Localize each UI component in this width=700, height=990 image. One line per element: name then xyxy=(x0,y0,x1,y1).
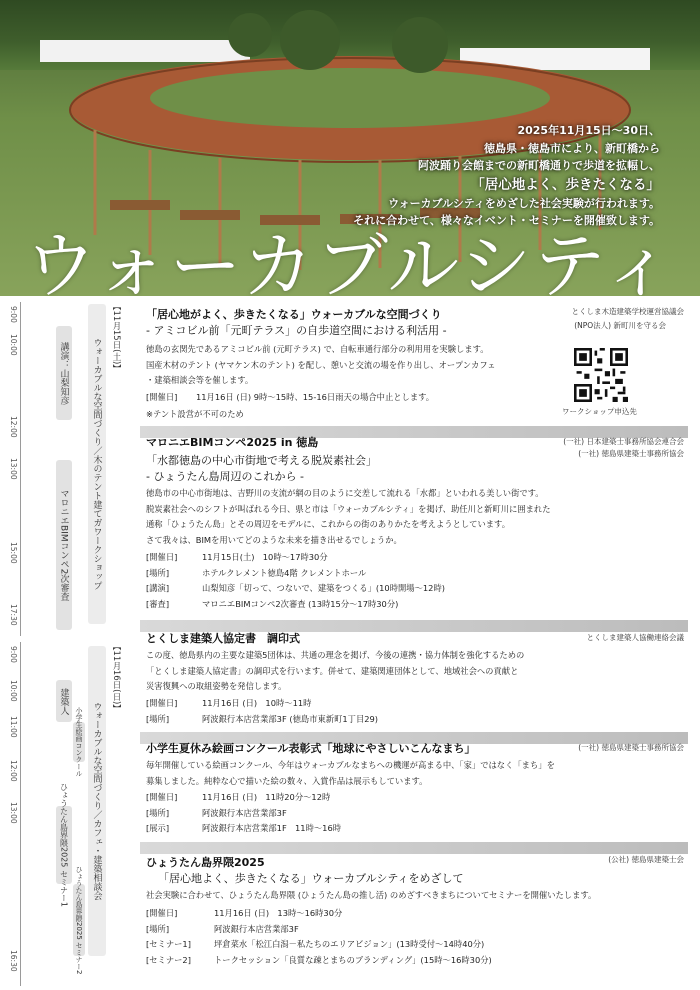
organizer: (一社) 徳島県建築士事務所協会 xyxy=(578,743,684,752)
section-title: マロニエBIMコンペ2025 in 徳島 xyxy=(146,436,319,449)
organizer: (公社) 徳島県建築士会 xyxy=(608,855,684,864)
info-row xyxy=(146,790,341,806)
timeline-axis-day1 xyxy=(20,302,21,636)
day2-kenchiku-box xyxy=(56,680,72,722)
schedule-timeline xyxy=(0,298,140,990)
day1-track-label: ウォーカブルな空間づくり／木のテント建てガワークショップ xyxy=(91,338,102,590)
body-line: 毎年開催している絵画コンクール、今年はウォーカブルなまちへの機運が高まる中、「家」ではなく「まち」を xyxy=(146,760,555,770)
info-value: 11月16日 (日) 10時～11時 xyxy=(202,698,312,708)
timeline-axis-day2 xyxy=(20,642,21,986)
section-body xyxy=(146,648,524,695)
body-line: 国産木材のテント (ヤマケン木のテント) を配し、憩いと交流の場を作り出し、オープンカフェ xyxy=(146,359,496,370)
day1-lecture-box xyxy=(56,326,72,420)
info-key: [セミナー2] xyxy=(146,954,191,965)
body-line: 社会実験に合わせて、ひょうたん島界隈 (ひょうたん島の推し活) のめざすべきまちについてセミナーを開催いたします。 xyxy=(146,890,597,900)
info-value: 坪倉菜水「松江白潟－私たちのエリアビジョン」(13時受付～14時40分) xyxy=(214,939,485,949)
section-info xyxy=(146,390,434,406)
tick-label: 13:00 xyxy=(9,458,18,480)
organizer: とくしま建築人協働連絡会議 xyxy=(586,633,684,642)
hero-title: ウォーカブルシティ xyxy=(24,224,676,296)
tick-label: 9:00 xyxy=(9,646,18,663)
section-subtitle: 「水都徳島の中心市街地で考える脱炭素社会」 xyxy=(146,454,377,467)
info-key: [場所] xyxy=(146,807,170,818)
info-value: 阿波銀行本店営業部1F 11時～16時 xyxy=(202,823,342,833)
day1-review-box xyxy=(56,460,72,630)
tick-label: 9:00 xyxy=(9,306,18,323)
organizer: (一社) 徳島県建築士事務所協会 xyxy=(578,449,684,458)
section-note: ※テント設営が不可のため xyxy=(146,409,244,419)
info-value: 11月16日 (日) 9時～15時、15-16日雨天の場合中止とします。 xyxy=(196,392,435,402)
info-key: [審査] xyxy=(146,598,170,609)
section-title: 小学生夏休み絵画コンクール表彰式「地球にやさしいこんなまち」 xyxy=(146,742,476,755)
section-info xyxy=(146,550,445,612)
info-value: 11月15日(土) 10時～17時30分 xyxy=(202,552,328,562)
section-kids-art-award xyxy=(140,740,688,844)
info-row xyxy=(146,906,492,922)
info-value: 阿波銀行本店営業部3F (徳島市東新町1丁目29) xyxy=(202,713,379,724)
organizer: (一社) 日本建築士事務所協会連合会 xyxy=(563,437,684,446)
body-line: 脱炭素社会へのシフトが叫ばれる今日、県と市は「ウォーカブルシティ」を掲げ、助任川と新町川に囲まれた xyxy=(146,503,551,514)
info-row xyxy=(146,922,492,938)
section-body xyxy=(146,342,496,389)
info-row xyxy=(146,937,492,953)
body-line: 「とくしま建築人協定書」の調印式を行います。併せて、建築関連団体として、地域社会への貢献と xyxy=(146,665,519,676)
day2-sem2-label: ひょうたん島界隈2025 セミナー2 xyxy=(75,865,83,975)
tick-label: 11:00 xyxy=(9,716,18,738)
day2-track-box xyxy=(88,646,106,956)
info-value: マロニエBIMコンペ2次審査 (13時15分～17時30分) xyxy=(202,598,399,609)
info-key: [開催日] xyxy=(146,908,178,918)
section-walkable-space xyxy=(140,298,688,424)
organizer: (NPO法人) 新町川を守る会 xyxy=(574,321,666,330)
hero-line-3: 阿波踊り会館までの新町橋通りで歩道を拡幅し、 xyxy=(418,159,660,172)
qr-code-icon[interactable] xyxy=(574,348,628,402)
day2-sem1-box xyxy=(56,783,72,907)
hero-line-slogan: 「居心地よく、歩きたくなる」 xyxy=(471,176,660,193)
qr-caption: ワークショップ申込先 xyxy=(562,407,637,416)
body-line: 徳島の玄関先であるアミコビル前 (元町テラス) で、自転車通行部分の利用用を実験します。 xyxy=(146,344,489,354)
info-row xyxy=(146,566,445,582)
day2-kenchiku-label: 建築人 xyxy=(58,687,69,715)
info-row xyxy=(146,597,445,613)
info-value: 阿波銀行本店営業部3F xyxy=(214,923,299,934)
body-line: さて我々は、BIMを用いてどのような未来を描き出せるでしょうか。 xyxy=(146,534,402,545)
day2-kids-box xyxy=(73,707,85,777)
info-row xyxy=(146,712,378,728)
body-line: 災害復興への取組姿勢を発信します。 xyxy=(146,681,287,691)
info-value: 山梨知彦「切って、つないで、建築をつくる」(10時開場～12時) xyxy=(202,583,445,593)
organizer: とくしま木造建築学校運営協議会 xyxy=(571,307,684,316)
day2-track-label: ウォーカブルな空間づくり／カフェ・建築相談会 xyxy=(91,702,102,900)
section-title: 「居心地がよく、歩きたくなる」ウォーカブルな空間づくり xyxy=(146,308,442,321)
section-info xyxy=(146,906,492,968)
section-hyoutan-seminar xyxy=(140,850,688,990)
tick-label: 17:30 xyxy=(9,604,18,626)
day1-review-label: マロニエBIMコンペ2次審査 xyxy=(58,488,69,602)
day2-sem1-label: ひょうたん島界隈2025 セミナー1 xyxy=(59,783,69,907)
info-row xyxy=(146,390,434,406)
section-info xyxy=(146,696,378,727)
body-line: ・建築相談会等を催します。 xyxy=(146,375,254,385)
info-key: [講演] xyxy=(146,583,170,593)
section-bim-competition xyxy=(140,434,688,620)
info-value: 11月16日 (日) 11時20分～12時 xyxy=(202,792,331,802)
day1-track-box xyxy=(88,304,106,624)
day2-kids-label: 小学生絵画コンクール xyxy=(75,707,83,777)
info-key: [開催日] xyxy=(146,552,178,562)
info-row xyxy=(146,806,341,822)
hero-line-6: それに合わせて、様々なイベント・セミナーを開催致します。 xyxy=(353,214,660,227)
day2-tag: 【11月16日(日)】 xyxy=(111,642,121,713)
info-key: [開催日] xyxy=(146,698,178,708)
section-body xyxy=(146,888,596,904)
info-row xyxy=(146,696,378,712)
body-line: この度、徳島県内の主要な建築5団体は、共通の理念を掲げ、今後の連携・協力体制を強化するための xyxy=(146,650,525,660)
info-key: [開催日] xyxy=(146,392,178,402)
tick-label: 15:00 xyxy=(9,542,18,564)
body-line: 徳島市の中心市街地は、吉野川の支流が網の目のように交差して流れる「水都」といわれる美しい街です。 xyxy=(146,488,544,498)
section-info xyxy=(146,790,341,837)
info-row xyxy=(146,581,445,597)
info-row xyxy=(146,953,492,969)
day1-lecture-label: 講演：山梨知彦 xyxy=(58,341,69,405)
info-value: ホテルクレメント徳島4階 クレメントホール xyxy=(202,567,367,578)
info-key: [場所] xyxy=(146,923,170,934)
info-key: [場所] xyxy=(146,567,170,578)
section-body xyxy=(146,486,551,548)
hero-photo xyxy=(0,0,700,296)
info-row xyxy=(146,550,445,566)
info-key: [展示] xyxy=(146,823,170,833)
tick-label: 13:00 xyxy=(9,802,18,824)
section-title: とくしま建築人協定書 調印式 xyxy=(146,632,300,645)
tick-label: 10:00 xyxy=(9,680,18,702)
section-title: ひょうたん島界隈2025 xyxy=(146,856,265,869)
info-value: 11月16日 (日) 13時～16時30分 xyxy=(214,908,343,918)
section-body xyxy=(146,758,555,789)
info-key: [場所] xyxy=(146,713,170,724)
info-key: [開催日] xyxy=(146,792,178,802)
hero-line-2: 徳島県・徳島市により、新町橋から xyxy=(484,141,660,155)
info-value: 阿波銀行本店営業部3F xyxy=(202,807,287,818)
tick-label: 10:00 xyxy=(9,334,18,356)
info-value: トークセッション「良質な疎とまちのブランディング」(15時～16時30分) xyxy=(214,954,492,965)
hero-line-date: 2025年11月15日～30日、 xyxy=(517,124,660,137)
info-key: [セミナー1] xyxy=(146,939,191,949)
info-row xyxy=(146,821,341,837)
tick-label: 16:30 xyxy=(9,950,18,972)
tick-label: 12:00 xyxy=(9,760,18,782)
body-line: 募集しました。純粋な心で描いた絵の数々、入賞作品は展示もしています。 xyxy=(146,775,428,786)
body-line: 通称「ひょうたん島」とその周辺をモデルに、これからの街のありかたを考えようとしています。 xyxy=(146,519,510,529)
section-subtitle: 「居心地よく、歩きたくなる」ウォーカブルシティをめざして xyxy=(158,872,464,885)
day2-sem2-box xyxy=(73,865,85,975)
tick-label: 12:00 xyxy=(9,416,18,438)
section-agreement-signing xyxy=(140,628,688,732)
hero-line-5: ウォーカブルシティをめざした社会実験が行われます。 xyxy=(388,196,660,210)
section-subtitle-2: - ひょうたん島周辺のこれから - xyxy=(146,470,304,483)
section-subtitle: - アミコビル前「元町テラス」の自歩道空間における利活用 - xyxy=(146,324,447,337)
day1-tag: 【11月15日(土)】 xyxy=(111,302,121,373)
